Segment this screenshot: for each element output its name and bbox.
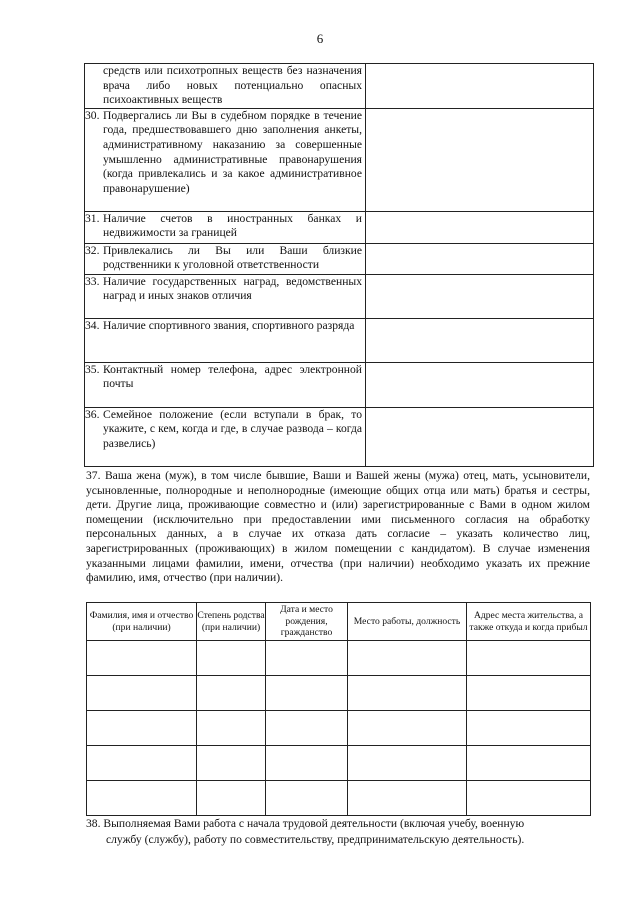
question-text: Контактный номер телефона, адрес электронной почты [103, 362, 362, 391]
table-cell[interactable] [266, 781, 348, 816]
question-cell [85, 211, 366, 243]
answer-cell[interactable] [366, 407, 594, 466]
question-number: 31. [85, 211, 100, 225]
question-text: Наличие спортивного звания, спортивного разряда [103, 318, 355, 332]
table-cell[interactable] [266, 711, 348, 746]
table-cell[interactable] [467, 781, 591, 816]
question-text-line-2: службу (службу), работу по совместительству, предпринимательскую деятельность). [106, 833, 525, 846]
question-row [85, 243, 594, 274]
relatives-table [86, 602, 591, 816]
table-cell[interactable] [467, 746, 591, 781]
question-number: 36. [85, 407, 100, 421]
answer-cell[interactable] [366, 64, 594, 109]
question-text: Ваша жена (муж), в том числе бывшие, Ваши и Вашей жены (мужа) отец, мать, усыновители, усыновленные, полнородные и неполнородные (имеющие общих отца или мать) братья и сестры, дети. Другие лица, проживающие совместно и (или) зарегистрированные с Вами в одном жилом помещении (исключительно при предоставлении ими письменного согласия на обработку персональных данных, а в случае их отказа дать согласие – указать количество лиц, зарегистрированных (проживающих) в жилом помещении с кандидатом). В случае изменения указанными лицами фамилии, имени, отчества (при наличии) необходимо указать их прежние фамилию, имя, отчество (при наличии). [86, 469, 590, 585]
table-cell[interactable] [87, 676, 197, 711]
table-header-row [87, 603, 591, 641]
question-cell [85, 318, 366, 362]
table-cell[interactable] [197, 641, 266, 676]
question-text: Подвергались ли Вы в судебном порядке в течение года, предшествовавшего дню заполнения анкеты, административному наказанию за совершенные умышленно административные правонарушения (когда привлекались и за какое административное правонарушение) [103, 108, 362, 195]
question-number: 37. [86, 469, 101, 482]
answer-cell[interactable] [366, 274, 594, 318]
table-cell[interactable] [467, 711, 591, 746]
question-cell [85, 64, 366, 109]
question-row [85, 108, 594, 211]
table-row [87, 781, 591, 816]
question-row [85, 318, 594, 362]
table-row [87, 746, 591, 781]
answer-cell[interactable] [366, 318, 594, 362]
answer-cell[interactable] [366, 243, 594, 274]
answer-cell[interactable] [366, 362, 594, 407]
table-cell[interactable] [266, 641, 348, 676]
column-header: Адрес места жительства, а также откуда и когда прибыл [467, 603, 591, 641]
column-header: Степень родства (при наличии) [197, 603, 266, 641]
question-37 [86, 469, 590, 586]
table-cell[interactable] [197, 676, 266, 711]
table-cell[interactable] [467, 641, 591, 676]
question-number: 30. [85, 108, 100, 122]
table-row [87, 676, 591, 711]
table-cell[interactable] [197, 781, 266, 816]
question-text: средств или психотропных веществ без назначения врача либо новых потенциально опасных психоактивных веществ [103, 64, 362, 107]
question-row [85, 362, 594, 407]
table-row [87, 641, 591, 676]
table-cell[interactable] [348, 676, 467, 711]
question-number: 32. [85, 243, 100, 257]
questionnaire-table [84, 63, 594, 467]
question-number: 38. [86, 817, 101, 830]
question-cell [85, 362, 366, 407]
question-text: Семейное положение (если вступали в брак, то укажите, с кем, когда и где, в случае развода – когда развелись) [103, 407, 362, 450]
question-number: 33. [85, 274, 100, 288]
table-cell[interactable] [348, 746, 467, 781]
table-cell[interactable] [87, 641, 197, 676]
answer-cell[interactable] [366, 211, 594, 243]
question-row [85, 211, 594, 243]
table-cell[interactable] [348, 781, 467, 816]
table-cell[interactable] [348, 641, 467, 676]
table-cell[interactable] [266, 676, 348, 711]
question-cell [85, 407, 366, 466]
table-cell[interactable] [348, 711, 467, 746]
question-row [85, 407, 594, 466]
column-header: Дата и место рождения, гражданство [266, 603, 348, 641]
question-cell [85, 243, 366, 274]
table-cell[interactable] [197, 746, 266, 781]
table-cell[interactable] [87, 711, 197, 746]
question-cell [85, 274, 366, 318]
table-cell[interactable] [87, 781, 197, 816]
question-row [85, 64, 594, 109]
page-number: 6 [316, 31, 324, 46]
question-text: Наличие счетов в иностранных банках и недвижимости за границей [103, 211, 362, 240]
table-cell[interactable] [197, 711, 266, 746]
column-header: Фамилия, имя и отчество (при наличии) [87, 603, 197, 641]
table-row [87, 711, 591, 746]
question-38 [86, 816, 590, 848]
table-cell[interactable] [467, 676, 591, 711]
question-number: 34. [85, 318, 100, 332]
question-text: Наличие государственных наград, ведомственных наград и иных знаков отличия [103, 274, 362, 303]
question-cell [85, 108, 366, 211]
table-cell[interactable] [266, 746, 348, 781]
question-text-line-1: Выполняемая Вами работа с начала трудовой деятельности (включая учебу, военную [103, 817, 525, 830]
answer-cell[interactable] [366, 108, 594, 211]
table-cell[interactable] [87, 746, 197, 781]
column-header: Место работы, должность [348, 603, 467, 641]
question-text: Привлекались ли Вы или Ваши близкие родственники к уголовной ответственности [103, 243, 362, 272]
question-number: 35. [85, 362, 100, 376]
question-row [85, 274, 594, 318]
